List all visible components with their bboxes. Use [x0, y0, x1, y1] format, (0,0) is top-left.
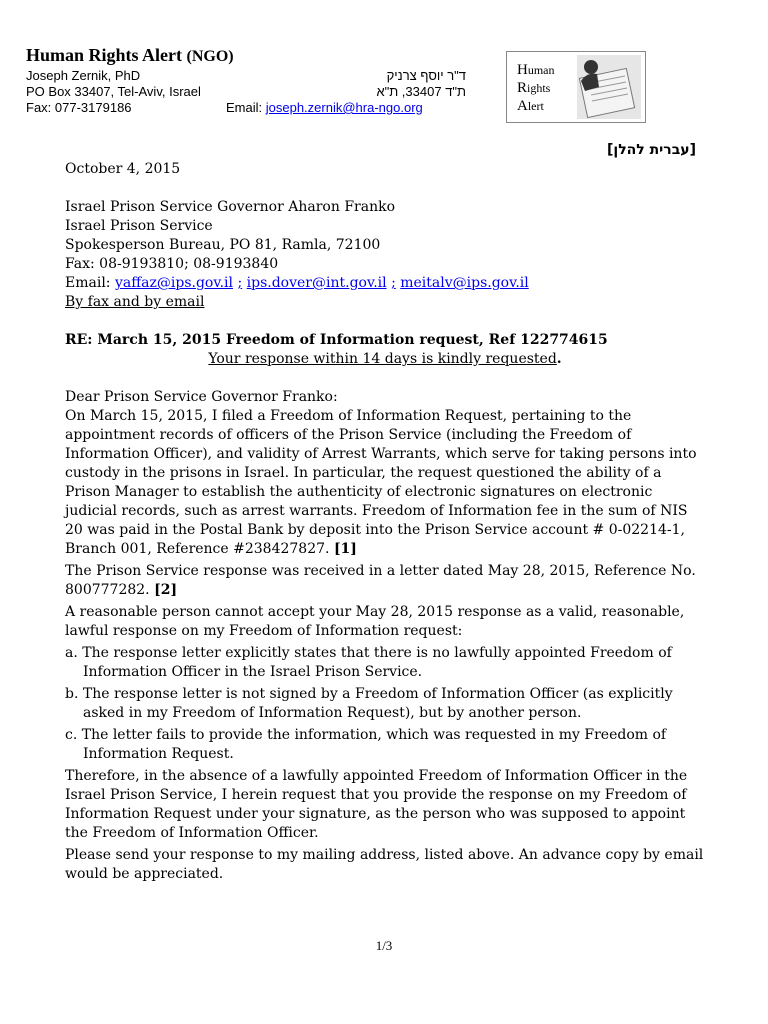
author-email-link[interactable]: joseph.zernik@hra-ngo.org: [265, 100, 423, 115]
org-suffix: (NGO): [186, 48, 234, 65]
paragraph-3: A reasonable person cannot accept your May 28, 2015 response as a valid, reasonable, lawful response on my Freedom of Information request:: [65, 604, 685, 639]
paragraph-1: On March 15, 2015, I filed a Freedom of Information Request, pertaining to the appointment records of officers of the Prison Service (including the Freedom of Information Officer), and validity of Arrest Warrants, which serve for taking persons into custody in the prisons in Israel. In particular, the request questioned the ability of a Prison Manager to establish the authenticity of electronic signatures on electronic judicial records, such as arrest warrants. Freedom of Information fee in the sum of NIS 20 was paid in the Postal Bank by deposit into the Prison Service account # 0-02214-1, Branch 001, Reference #238427827. [1]: [65, 408, 697, 557]
org-logo: [506, 51, 646, 123]
footnote-ref-2: [2]: [154, 582, 178, 598]
address-he: ת"ד 33407, ת"א: [376, 84, 466, 99]
paragraph-4: Therefore, in the absence of a lawfully appointed Freedom of Information Officer in the Israel Prison Service, I herein request that you provide the response on my Freedom of Information Request under your signature, as the person who was supposed to appoint the Freedom of Information Officer.: [65, 768, 688, 841]
org-title: [26, 44, 496, 68]
response-request: Your response within 14 days is kindly requested.: [208, 351, 562, 367]
list-item: c. The letter fails to provide the information, which was requested in my Freedom of Information Request.: [65, 727, 667, 762]
letter-date: October 4, 2015: [65, 161, 181, 177]
salutation: Dear Prison Service Governor Franko:: [65, 389, 338, 405]
logo-text: Human Rights Alert: [517, 62, 555, 114]
logo-illustration: [577, 55, 641, 119]
recipient-fax: Fax: 08-9193810; 08-9193840: [65, 256, 279, 272]
page-number: 1/3: [375, 938, 393, 953]
list-item: b. The response letter is not signed by a Freedom of Information Officer (as explicitly asked in my Freedom of Information Request), but by another person.: [65, 686, 673, 721]
email-link-meitalv[interactable]: meitalv@ips.gov.il: [400, 275, 529, 291]
recipient-line-2: Israel Prison Service: [65, 218, 213, 234]
delivery-method: By fax and by email: [65, 294, 205, 310]
list-item: a. The response letter explicitly states that there is no lawfully appointed Freedom of Information Officer in the Israel Prison Service.: [65, 645, 672, 680]
address-en: PO Box 33407, Tel-Aviv, Israel: [26, 84, 201, 99]
letterhead: [26, 44, 496, 116]
recipient-line-3: Spokesperson Bureau, PO 81, Ramla, 72100: [65, 237, 381, 253]
fax-number: Fax: 077-3179186: [26, 100, 132, 115]
email-link-yaffaz[interactable]: yaffaz@ips.gov.il: [114, 275, 234, 291]
recipient-email-label: Email:: [65, 275, 111, 291]
hebrew-version-note: [עברית להלן]: [606, 142, 696, 158]
recipient-line-1: Israel Prison Service Governor Aharon Franko: [65, 199, 395, 215]
paragraph-2: The Prison Service response was received in a letter dated May 28, 2015, Reference No. 800777282. [2]: [65, 563, 696, 598]
paragraph-5: Please send your response to my mailing address, listed above. An advance copy by email would be appreciated.: [65, 847, 704, 882]
footnote-ref-1: [1]: [333, 541, 357, 557]
subject-line: RE: March 15, 2015 Freedom of Information request, Ref 122774615: [65, 332, 608, 348]
org-name: Human Rights Alert: [26, 45, 183, 65]
letter-body: [65, 160, 705, 887]
author-name-he: ד"ר יוסף צרניק: [386, 68, 466, 83]
author-name-en: Joseph Zernik, PhD: [26, 68, 141, 83]
email-link-ips-dover[interactable]: ips.dover@int.gov.il: [246, 275, 387, 291]
recipient-emails: Email: yaffaz@ips.gov.il ; ips.dover@int.gov.il ; meitalv@ips.gov.il: [65, 275, 529, 291]
email-label: Email:: [226, 100, 263, 115]
